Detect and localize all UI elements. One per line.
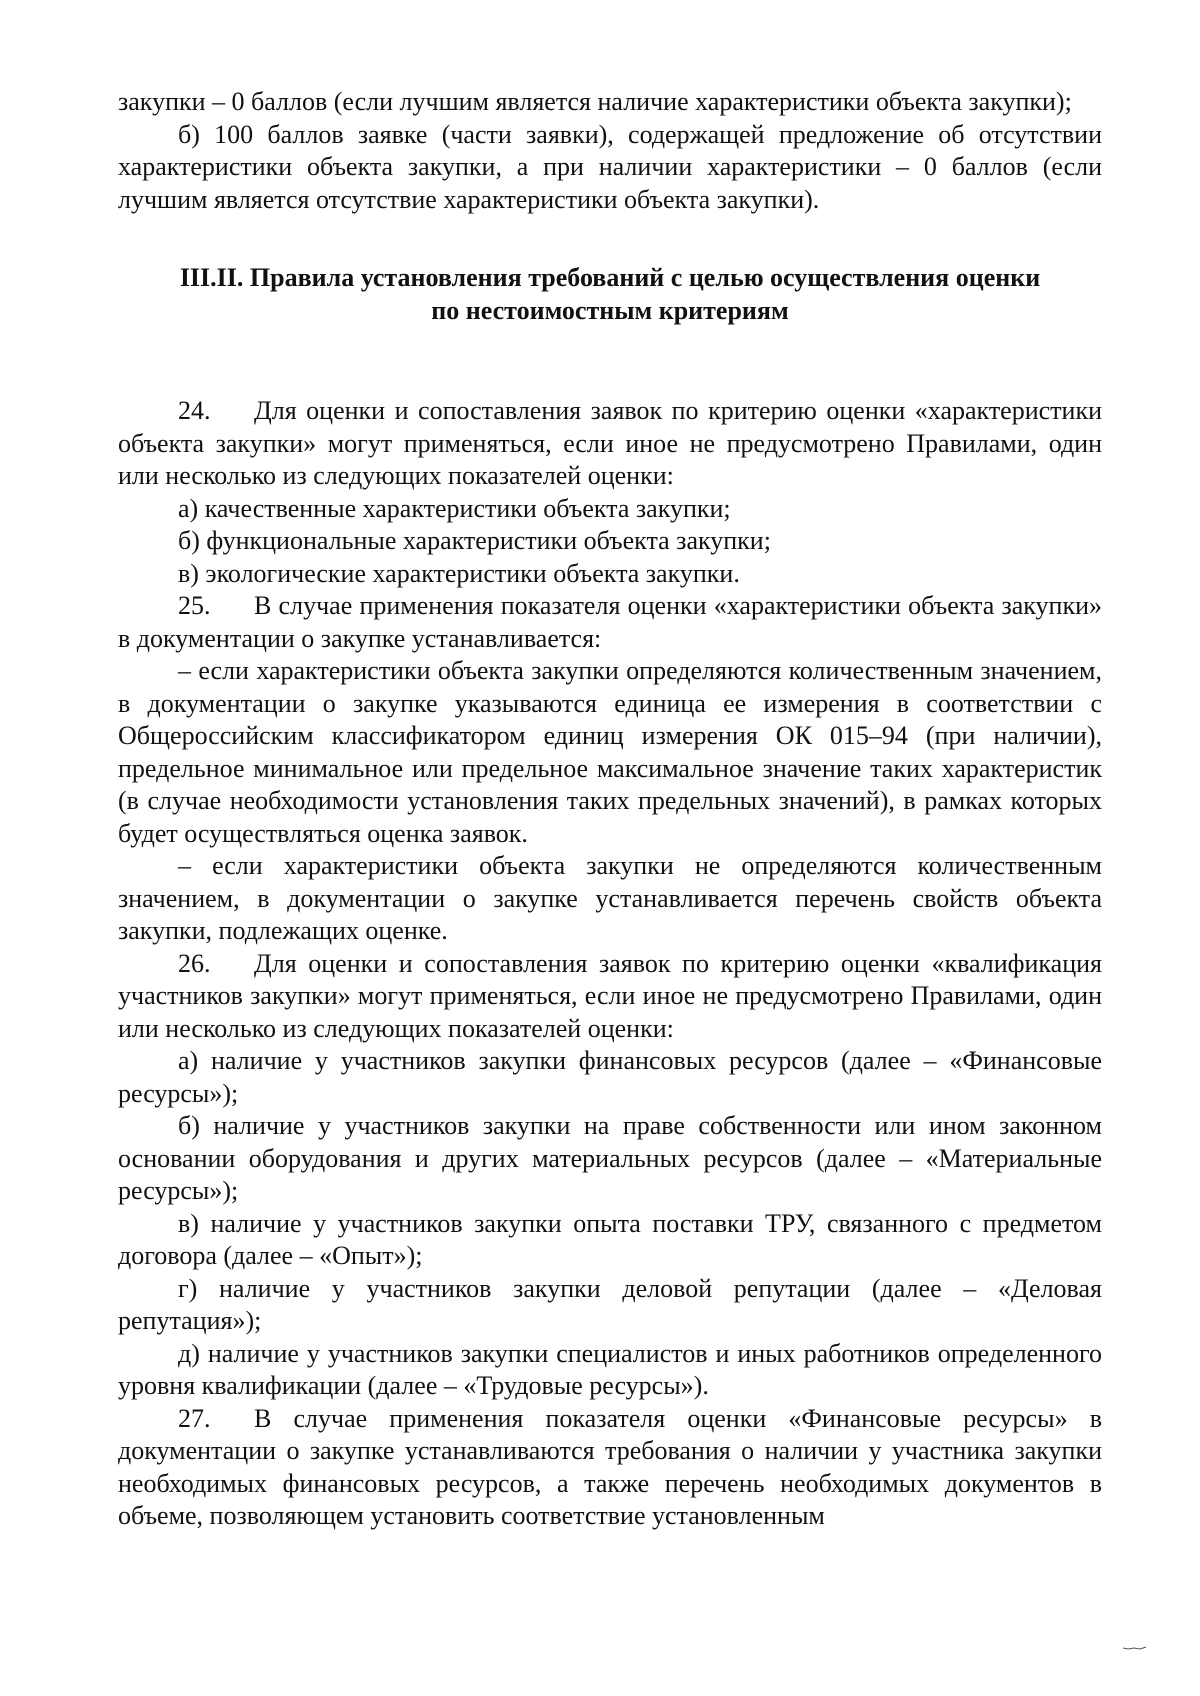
paragraph-25-dash-2: – если характеристики объекта закупки не определяются количественным значением, в документации о закупке устанавливается перечень свойств объекта закупки, подлежащих оценке. [118,851,1102,945]
paragraph-item-b: б) 100 баллов заявке (части заявки), содержащей предложение об отсутствии характеристики объекта закупки, а при наличии характеристики – 0 баллов (если лучшим является отсутствие характеристики объекта закупки). [118,119,1102,214]
paragraph-27 [118,1403,1102,1533]
paragraph-continuation: закупки – 0 баллов (если лучшим является наличие характеристики объекта закупки); [118,87,1072,116]
paragraph-27-text: В случае применения показателя оценки «Финансовые ресурсы» в документации о закупке устанавливаются требования о наличии у участника закупки необходимых финансовых ресурсов, а также перечень необходимых документов в объеме, позволяющем установить соответствие установленным [118,1403,1102,1530]
paragraph-24-item-c: в) экологические характеристики объекта закупки. [178,558,740,588]
paragraph-27-number: 27. [178,1403,211,1433]
paragraph-25-dash-1: – если характеристики объекта закупки определяются количественным значением, в документации о закупке указываются единица ее измерения в соответствии с Общероссийским классификатором единиц измерения ОК 015–94 (при наличии), предельное минимальное или предельное максимальное значение таких характеристик (в случае необходимости установления таких предельных значений), в рамках которых будет осуществляться оценка заявок. [118,656,1102,848]
paragraph-26 [118,948,1102,1046]
paragraph-24-item-b: б) функциональные характеристики объекта закупки; [178,526,771,555]
paragraph-25-text: В случае применения показателя оценки «характеристики объекта закупки» в документации о закупке устанавливается: [118,591,1102,653]
scan-artifact-mark [1122,1643,1148,1654]
paragraph-26-item-a: а) наличие у участников закупки финансовых ресурсов (далее – «Финансовые ресурсы»); [118,1046,1102,1108]
paragraph-26-item-d: г) наличие у участников закупки деловой репутации (далее – «Деловая репутация»); [118,1273,1102,1335]
paragraph-26-item-e: д) наличие у участников закупки специалистов и иных работников определенного уровня квалификации (далее – «Трудовые ресурсы»). [118,1338,1102,1400]
paragraph-26-item-b: б) наличие у участников закупки на праве собственности или ином законном основании оборудования и других материальных ресурсов (далее – «Материальные ресурсы»); [118,1111,1102,1205]
paragraph-26-text: Для оценки и сопоставления заявок по критерию оценки «квалификация участников закупки» могут применяться, если иное не предусмотрено Правилами, один или несколько из следующих показателей оценки: [118,948,1102,1043]
document-page [118,86,1102,1533]
section-heading-line1: III.II. Правила установления требований с целью осуществления оценки [179,263,1041,292]
paragraph-26-item-c: в) наличие у участников закупки опыта поставки ТРУ, связанного с предметом договора (далее – «Опыт»); [118,1208,1102,1270]
paragraph-24 [118,395,1102,493]
paragraph-25-number: 25. [178,591,211,620]
paragraph-24-item-a: а) качественные характеристики объекта закупки; [178,493,731,523]
paragraph-24-number: 24. [178,396,211,425]
paragraph-24-text: Для оценки и сопоставления заявок по критерию оценки «характеристики объекта закупки» могут применяться, если иное не предусмотрено Правилами, один или несколько из следующих показателей оценки: [118,396,1102,490]
scan-artifact-icon [1122,1643,1148,1651]
section-heading [118,262,1102,327]
paragraph-25 [118,590,1102,655]
paragraph-26-number: 26. [178,948,211,978]
section-heading-line2: по нестоимостным критериям [431,295,789,325]
